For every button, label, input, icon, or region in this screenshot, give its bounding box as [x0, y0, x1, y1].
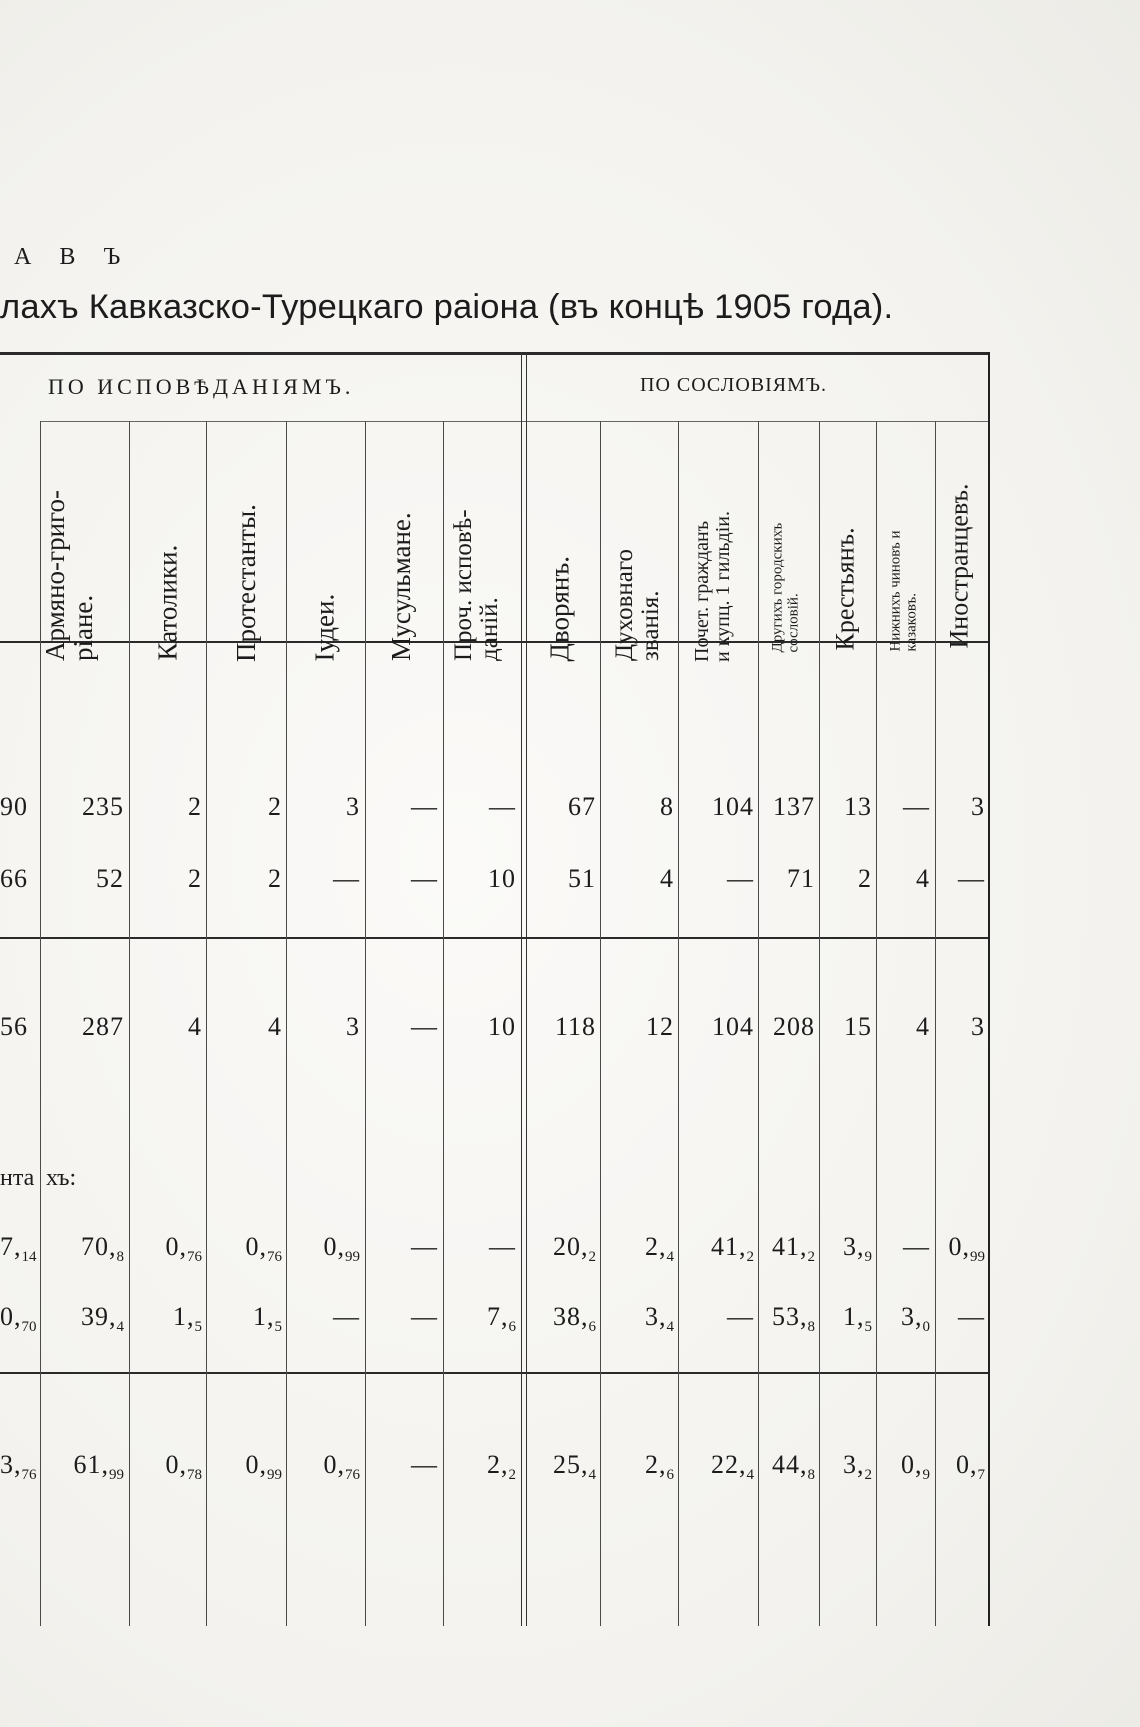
table-cell: $3,_9$ [843, 1232, 872, 1265]
table-cell: 13 [844, 792, 872, 821]
table-cell: 104 [712, 792, 754, 821]
table-cell: $22,_4$ [711, 1450, 754, 1483]
table-cell: 3 [346, 792, 360, 821]
table-cell: $0,_9$ [901, 1450, 930, 1483]
table-cell: — [411, 1450, 438, 1479]
col-header-foreigners: Иностранцевъ. [944, 483, 974, 649]
table-cell: $20,_2$ [553, 1232, 596, 1265]
page-title: лахъ Кавказско-Турецкаго раіона (въ концѣ 1905 года). [0, 288, 894, 326]
left-cut-value: 90 [0, 792, 28, 821]
col-header-catholics: Католики. [152, 544, 183, 661]
table-cell: $0,_{99}$ [245, 1450, 282, 1483]
table-cell: 2 [268, 792, 282, 821]
left-cut-value: $7,_{14}$ [0, 1232, 37, 1265]
table-cell: 4 [188, 1012, 202, 1041]
table-cell: 3 [971, 1012, 985, 1041]
table-cell: $38,_6$ [553, 1302, 596, 1335]
table-cell: 4 [268, 1012, 282, 1041]
table-cell: $7,_6$ [487, 1302, 516, 1335]
header-letters: А В Ъ [14, 244, 132, 270]
table-cell: $70,_8$ [81, 1232, 124, 1265]
table-cell: $2,_4$ [645, 1232, 674, 1265]
table-cell: 2 [268, 864, 282, 893]
table-cell: $44,_8$ [772, 1450, 815, 1483]
table-cell: 287 [82, 1012, 124, 1041]
table-cell: 12 [646, 1012, 674, 1041]
table-cell: 10 [488, 864, 516, 893]
table-top-rule [0, 352, 990, 355]
table-cell: $39,_4$ [81, 1302, 124, 1335]
table-cell: — [958, 864, 985, 893]
table-cell: 4 [916, 864, 930, 893]
table-cell: — [727, 864, 754, 893]
col-header-lower-ranks: Нижнихъ чиновъ и казаковъ. [887, 530, 920, 652]
col-header-muslims: Мусульмане. [386, 512, 416, 661]
table-cell: — [411, 864, 438, 893]
group-header-estates: ПО СОСЛОВІЯМЪ. [640, 374, 828, 396]
section-rule-1 [0, 937, 990, 939]
table-cell: — [411, 792, 438, 821]
table-cell: 4 [916, 1012, 930, 1041]
table-cell: — [489, 1232, 516, 1261]
table-cell: $53,_8$ [772, 1302, 815, 1335]
table-cell: 51 [568, 864, 596, 893]
group-header-confessions: ПО ИСПОВѢДАНІЯМЪ. [48, 374, 355, 399]
table-cell: $0,_{76}$ [323, 1450, 360, 1483]
table-cell: 3 [346, 1012, 360, 1041]
table-cell: $3,_4$ [645, 1302, 674, 1335]
table-cell: $2,_6$ [645, 1450, 674, 1483]
table-cell: $25,_4$ [553, 1450, 596, 1483]
table-cell: 71 [787, 864, 815, 893]
table-cell: 2 [188, 864, 202, 893]
table-cell: 104 [712, 1012, 754, 1041]
table-cell: — [333, 864, 360, 893]
table-cell: $0,_{99}$ [323, 1232, 360, 1265]
table-cell: 3 [971, 792, 985, 821]
table-cell: $1,_5$ [843, 1302, 872, 1335]
col-header-armenian: Армяно-григо- ріане. [40, 490, 99, 661]
left-cut-value: $3,_{76}$ [0, 1450, 37, 1483]
table-cell: $1,_5$ [173, 1302, 202, 1335]
table-cell: — [727, 1302, 754, 1331]
table-cell: 118 [554, 1012, 596, 1041]
table-cell: 208 [773, 1012, 815, 1041]
col-header-nobles: Дворянъ. [544, 555, 575, 662]
table-cell: 235 [82, 792, 124, 821]
table-cell: $0,_{76}$ [165, 1232, 202, 1265]
table-cell: — [411, 1302, 438, 1331]
table-cell: 67 [568, 792, 596, 821]
table-cell: — [411, 1232, 438, 1261]
percent-label-left: нта [0, 1165, 35, 1191]
table-cell: $41,_2$ [772, 1232, 815, 1265]
table-cell: 10 [488, 1012, 516, 1041]
table-cell: 2 [188, 792, 202, 821]
col-header-jews: Іудеи. [309, 593, 340, 662]
table-cell: $0,_{78}$ [165, 1450, 202, 1483]
table-cell: — [958, 1302, 985, 1331]
table-cell: 137 [773, 792, 815, 821]
table-cell: 15 [844, 1012, 872, 1041]
table-cell: $2,_2$ [487, 1450, 516, 1483]
group-header-rule [40, 421, 988, 422]
table-cell: 8 [660, 792, 674, 821]
col-header-peasants: Крестьянъ. [830, 527, 860, 651]
table-cell: $41,_2$ [711, 1232, 754, 1265]
table-cell: 4 [660, 864, 674, 893]
table-cell: $0,_{99}$ [948, 1232, 985, 1265]
col-header-townsfolk: Другихъ городскихъ сословій. [769, 522, 802, 653]
table-cell: $1,_5$ [253, 1302, 282, 1335]
table-cell: $0,_{76}$ [245, 1232, 282, 1265]
table-cell: — [903, 792, 930, 821]
table-cell: — [903, 1232, 930, 1261]
left-cut-value: $0,_{70}$ [0, 1302, 37, 1335]
col-header-protestants: Протестанты. [231, 504, 261, 662]
percent-label-right: хъ: [46, 1165, 77, 1191]
table-cell: $3,_2$ [843, 1450, 872, 1483]
col-header-honorary: Почет. гражданъ и купц. 1 гильдіи. [691, 511, 734, 662]
table-cell: $0,_7$ [956, 1450, 985, 1483]
left-cut-value: 66 [0, 864, 28, 893]
section-rule-2 [0, 1372, 990, 1374]
col-header-clergy: Духовнаго званія. [611, 548, 665, 661]
table-cell: 2 [858, 864, 872, 893]
table-cell: — [333, 1302, 360, 1331]
table-cell: — [489, 792, 516, 821]
table-cell: $3,_0$ [901, 1302, 930, 1335]
table-cell: $61,_{99}$ [73, 1450, 124, 1483]
table-cell: 52 [96, 864, 124, 893]
col-header-other: Проч. исповѣ- даній. [450, 509, 504, 661]
left-cut-value: 56 [0, 1012, 28, 1041]
table-cell: — [411, 1012, 438, 1041]
